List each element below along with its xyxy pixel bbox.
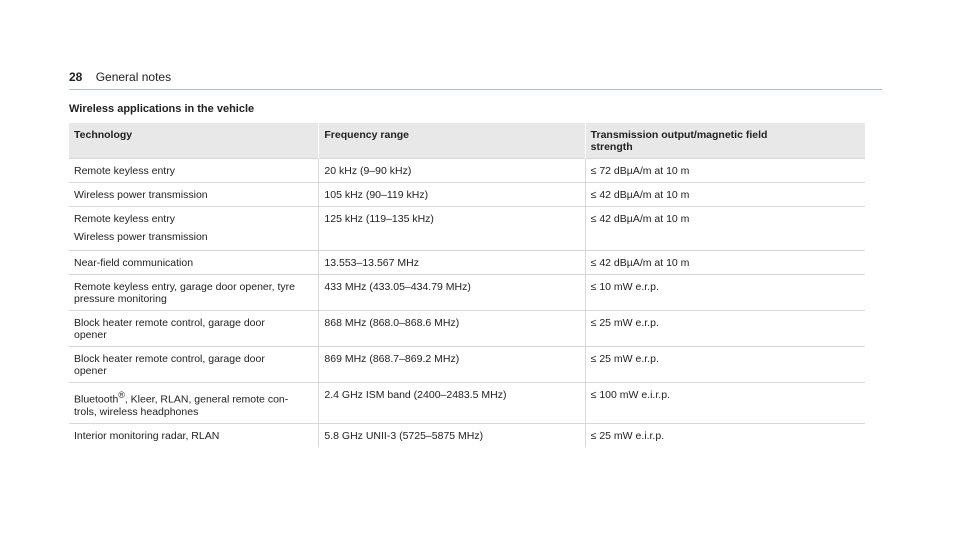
- page-number: 28: [69, 70, 83, 84]
- column-header-technology: Technology: [69, 123, 319, 159]
- cell-output: ≤ 72 dBµA/m at 10 m: [585, 159, 865, 183]
- section-name: General notes: [95, 70, 172, 84]
- cell-frequency: 869 MHz (868.7–869.2 MHz): [319, 347, 585, 383]
- section-title: Wireless applications in the vehicle: [69, 103, 255, 115]
- wireless-applications-table: [69, 123, 865, 447]
- cell-technology: Block heater remote control, garage door opener: [69, 311, 319, 347]
- table-row: [69, 159, 865, 183]
- table-row: [69, 207, 865, 251]
- cell-output: ≤ 100 mW e.i.r.p.: [585, 383, 865, 424]
- table-row: [69, 347, 865, 383]
- table-header-row: [69, 123, 865, 159]
- page-header: [69, 70, 882, 90]
- cell-technology: Block heater remote control, garage door opener: [69, 347, 319, 383]
- cell-output: ≤ 25 mW e.r.p.: [585, 311, 865, 347]
- technology-line: Wireless power transmission: [74, 231, 208, 243]
- registered-trademark: ®: [118, 390, 125, 400]
- cell-frequency: 2.4 GHz ISM band (2400–2483.5 MHz): [319, 383, 585, 424]
- cell-technology: Near-field communication: [69, 251, 319, 275]
- cell-frequency: 125 kHz (119–135 kHz): [319, 207, 585, 251]
- cell-technology: Remote keyless entry, garage door opener, tyre pressure monitoring: [69, 275, 319, 311]
- cell-output: ≤ 42 dBµA/m at 10 m: [585, 251, 865, 275]
- cell-frequency: 433 MHz (433.05–434.79 MHz): [319, 275, 585, 311]
- cell-output: ≤ 10 mW e.r.p.: [585, 275, 865, 311]
- cell-frequency: 105 kHz (90–119 kHz): [319, 183, 585, 207]
- technology-line: Remote keyless entry: [74, 213, 175, 225]
- cell-technology: Wireless power transmission: [69, 183, 319, 207]
- table-row: [69, 423, 865, 447]
- technology-bluetooth: Bluetooth: [74, 393, 119, 406]
- cell-technology: [69, 383, 319, 424]
- cell-output: ≤ 42 dBµA/m at 10 m: [585, 183, 865, 207]
- cell-frequency: 868 MHz (868.0–868.6 MHz): [319, 311, 585, 347]
- cell-technology: [69, 207, 319, 251]
- technology-rest: , Kleer, RLAN, general remote con- trols, wireless headphones: [74, 393, 289, 418]
- cell-output: ≤ 25 mW e.i.r.p.: [585, 423, 865, 447]
- table-row: [69, 251, 865, 275]
- column-header-frequency: Frequency range: [319, 123, 585, 159]
- cell-technology: Remote keyless entry: [69, 159, 319, 183]
- table-row: [69, 383, 865, 424]
- table-row: [69, 275, 865, 311]
- table-row: [69, 183, 865, 207]
- cell-frequency: 13.553–13.567 MHz: [319, 251, 585, 275]
- cell-frequency: 5.8 GHz UNII-3 (5725–5875 MHz): [319, 423, 585, 447]
- cell-frequency: 20 kHz (9–90 kHz): [319, 159, 585, 183]
- table-row: [69, 311, 865, 347]
- column-header-output: Transmission output/magnetic field strength: [585, 123, 865, 159]
- cell-output: ≤ 42 dBµA/m at 10 m: [585, 207, 865, 251]
- cell-output: ≤ 25 mW e.r.p.: [585, 347, 865, 383]
- cell-technology: Interior monitoring radar, RLAN: [69, 423, 319, 447]
